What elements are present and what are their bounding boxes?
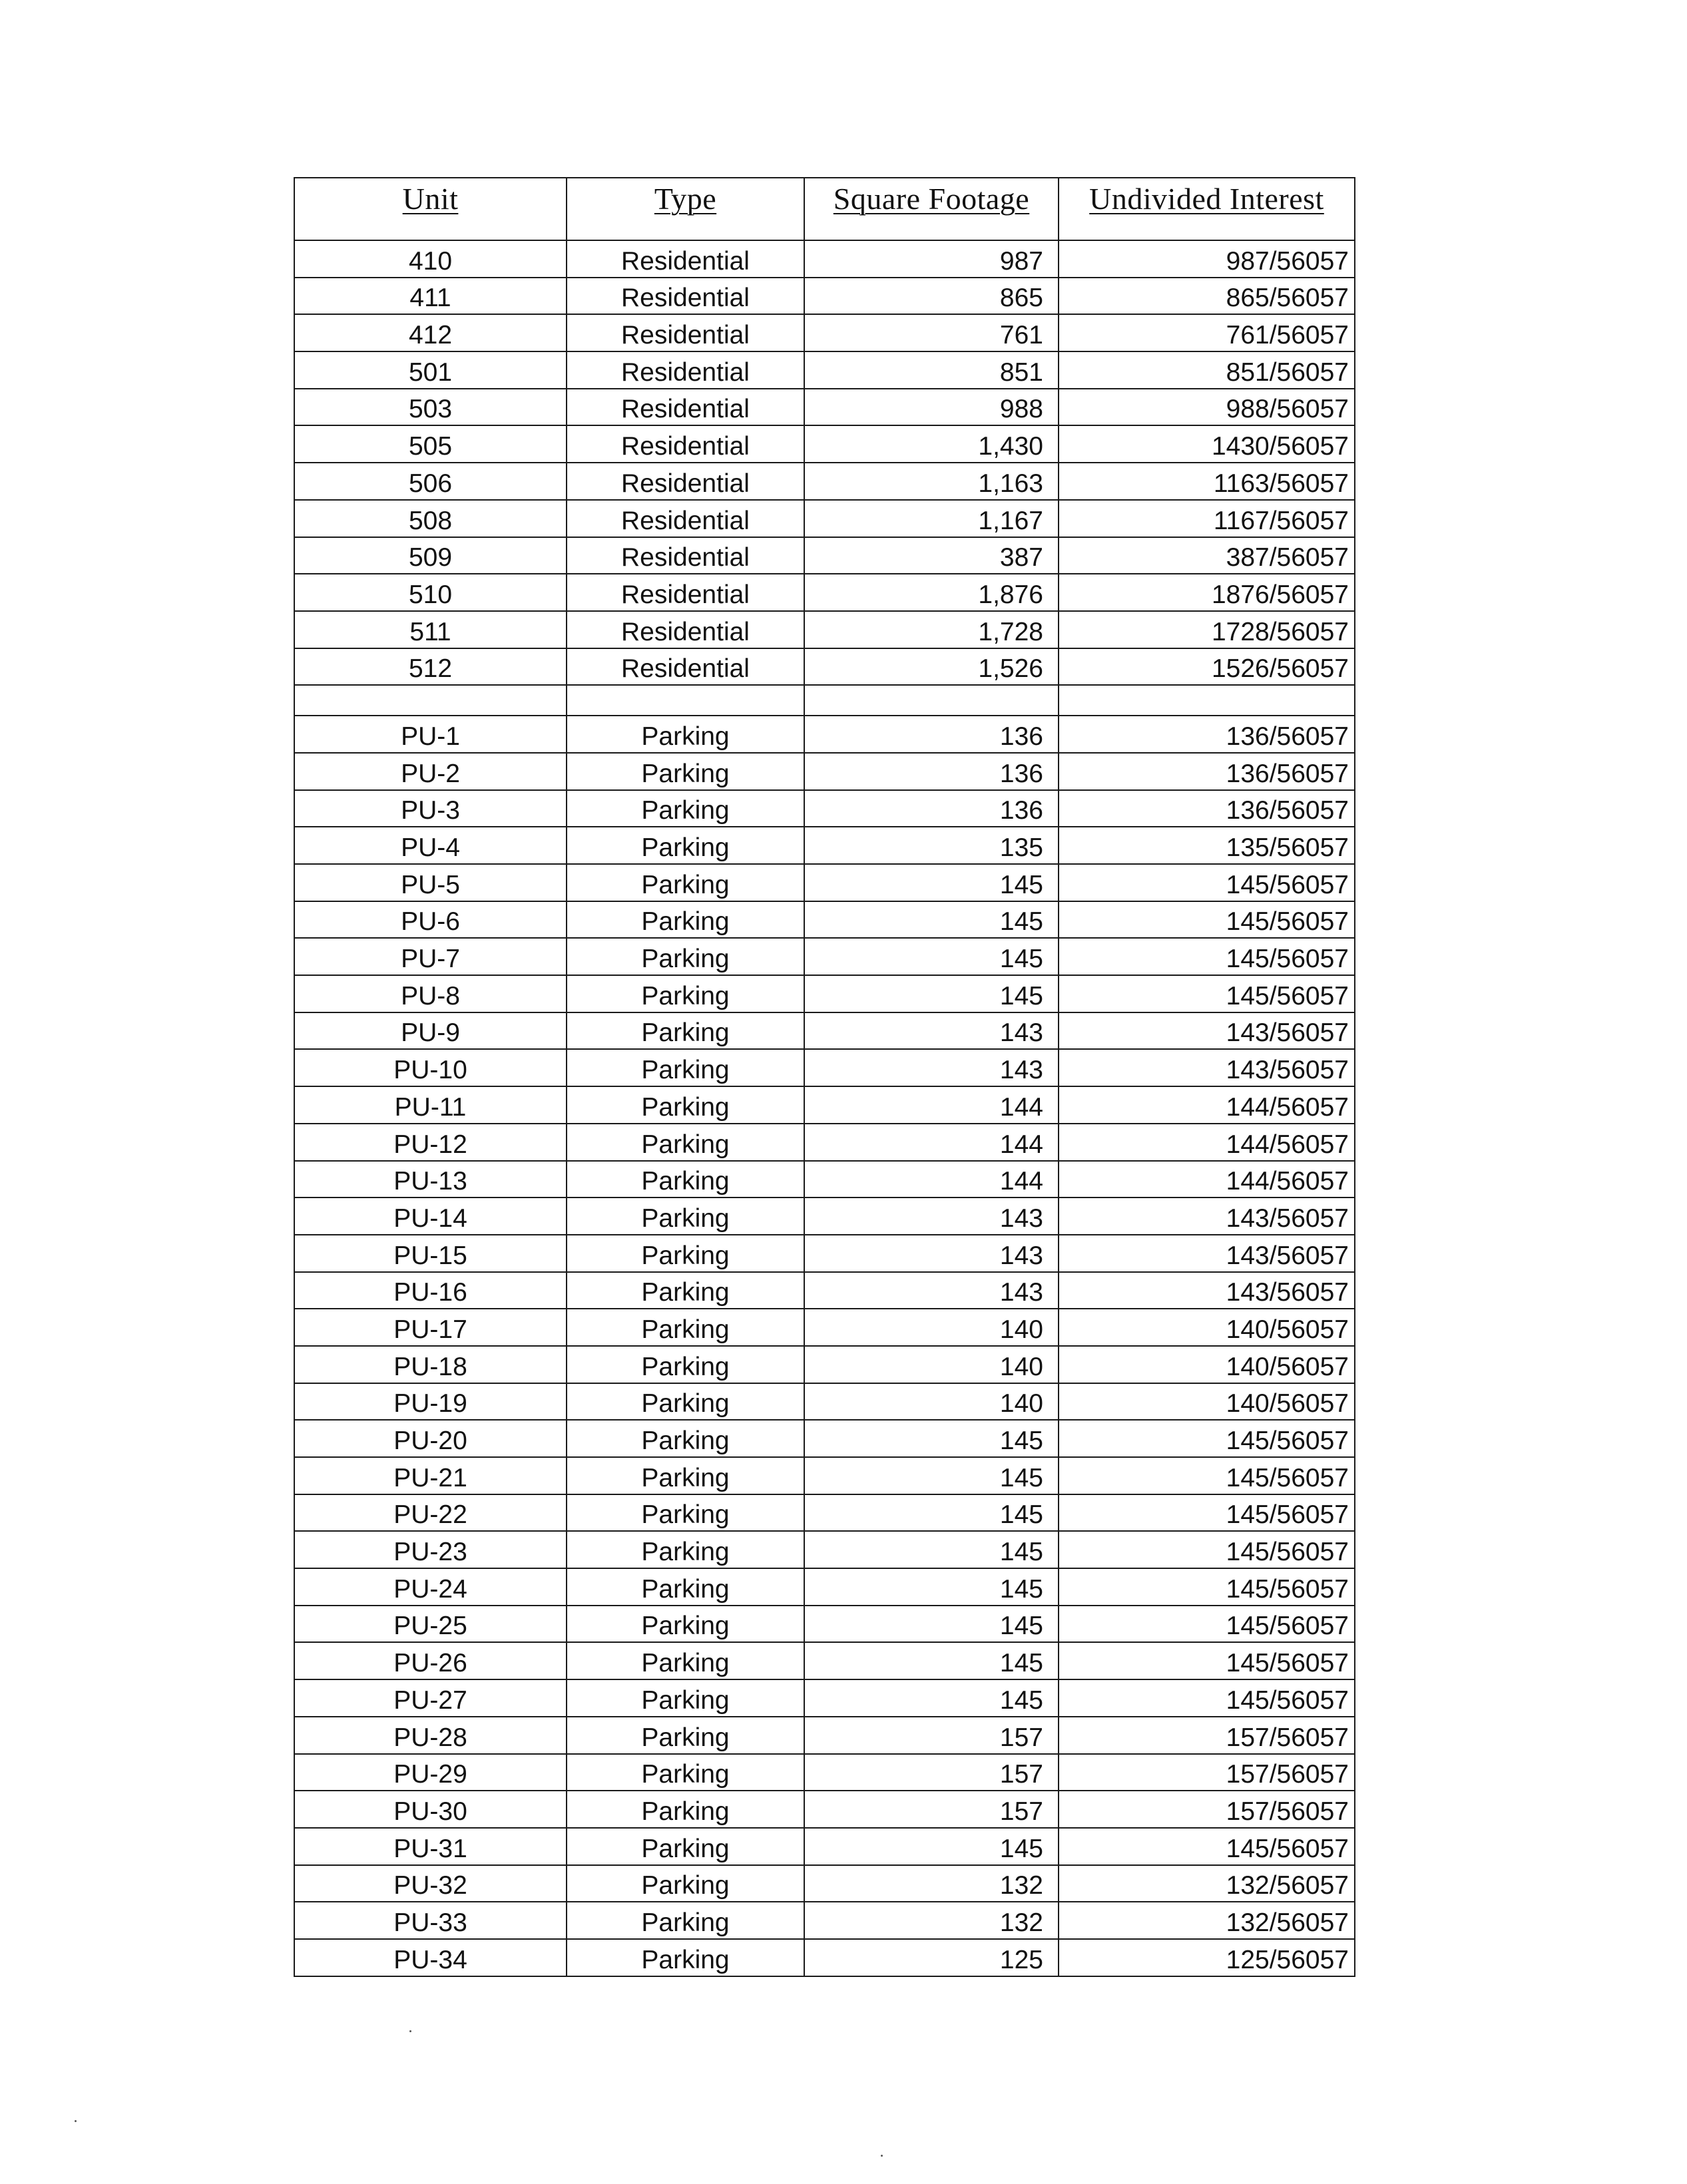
undivided-interest-cell: 145/56057 xyxy=(1059,1420,1355,1457)
table-row xyxy=(294,648,1355,686)
table-row xyxy=(294,1568,1355,1606)
type-cell: Parking xyxy=(567,1494,804,1532)
undivided-interest-cell: 145/56057 xyxy=(1059,1568,1355,1606)
type-cell: Residential xyxy=(567,351,804,389)
type-cell: Parking xyxy=(567,1865,804,1902)
unit-cell: PU-25 xyxy=(294,1606,567,1643)
type-cell: Parking xyxy=(567,1902,804,1939)
type-cell: Parking xyxy=(567,827,804,864)
square-footage-cell: 157 xyxy=(804,1717,1059,1754)
spacer-cell xyxy=(1059,685,1355,716)
type-cell: Residential xyxy=(567,648,804,686)
square-footage-cell: 987 xyxy=(804,240,1059,278)
undivided-interest-cell: 143/56057 xyxy=(1059,1272,1355,1309)
square-footage-cell: 1,163 xyxy=(804,463,1059,500)
type-cell: Parking xyxy=(567,1568,804,1606)
spacer-cell xyxy=(567,685,804,716)
undivided-interest-cell: 1163/56057 xyxy=(1059,463,1355,500)
square-footage-cell: 145 xyxy=(804,1531,1059,1568)
table-row xyxy=(294,1642,1355,1679)
scan-speck xyxy=(409,2030,411,2032)
square-footage-cell: 145 xyxy=(804,1568,1059,1606)
square-footage-cell: 140 xyxy=(804,1346,1059,1383)
table-row xyxy=(294,574,1355,611)
square-footage-cell: 761 xyxy=(804,314,1059,351)
square-footage-cell: 140 xyxy=(804,1309,1059,1346)
square-footage-cell: 144 xyxy=(804,1124,1059,1161)
square-footage-cell: 136 xyxy=(804,790,1059,827)
undivided-interest-cell: 132/56057 xyxy=(1059,1902,1355,1939)
type-cell: Parking xyxy=(567,1235,804,1272)
type-cell: Residential xyxy=(567,389,804,426)
unit-cell: PU-33 xyxy=(294,1902,567,1939)
header-row xyxy=(294,178,1355,240)
unit-cell: 509 xyxy=(294,537,567,574)
parking-rows xyxy=(294,716,1355,1976)
undivided-interest-cell: 132/56057 xyxy=(1059,1865,1355,1902)
type-cell: Parking xyxy=(567,790,804,827)
unit-cell: PU-32 xyxy=(294,1865,567,1902)
type-cell: Residential xyxy=(567,463,804,500)
type-cell: Residential xyxy=(567,574,804,611)
square-footage-cell: 1,728 xyxy=(804,611,1059,648)
unit-cell: PU-10 xyxy=(294,1049,567,1086)
table-row xyxy=(294,1161,1355,1198)
table-row xyxy=(294,1865,1355,1902)
unit-cell: PU-24 xyxy=(294,1568,567,1606)
square-footage-cell: 136 xyxy=(804,753,1059,790)
unit-allocation-table xyxy=(294,177,1355,1977)
square-footage-cell: 144 xyxy=(804,1161,1059,1198)
unit-cell: PU-22 xyxy=(294,1494,567,1532)
table-row xyxy=(294,425,1355,463)
unit-cell: PU-27 xyxy=(294,1679,567,1717)
unit-cell: PU-13 xyxy=(294,1161,567,1198)
square-footage-cell: 143 xyxy=(804,1049,1059,1086)
type-cell: Parking xyxy=(567,1012,804,1050)
type-cell: Parking xyxy=(567,1346,804,1383)
square-footage-cell: 145 xyxy=(804,901,1059,939)
unit-cell: PU-29 xyxy=(294,1754,567,1791)
undivided-interest-cell: 987/56057 xyxy=(1059,240,1355,278)
type-cell: Residential xyxy=(567,278,804,315)
table-row xyxy=(294,537,1355,574)
table-row xyxy=(294,1679,1355,1717)
unit-cell: PU-15 xyxy=(294,1235,567,1272)
square-footage-cell: 145 xyxy=(804,1457,1059,1494)
square-footage-cell: 1,526 xyxy=(804,648,1059,686)
type-cell: Parking xyxy=(567,1679,804,1717)
table-row xyxy=(294,1272,1355,1309)
square-footage-cell: 145 xyxy=(804,975,1059,1012)
undivided-interest-cell: 144/56057 xyxy=(1059,1086,1355,1124)
unit-cell: PU-2 xyxy=(294,753,567,790)
table-row xyxy=(294,1049,1355,1086)
undivided-interest-cell: 144/56057 xyxy=(1059,1124,1355,1161)
table-row xyxy=(294,1346,1355,1383)
undivided-interest-cell: 1167/56057 xyxy=(1059,500,1355,537)
table-row xyxy=(294,240,1355,278)
undivided-interest-cell: 761/56057 xyxy=(1059,314,1355,351)
unit-cell: 503 xyxy=(294,389,567,426)
square-footage-cell: 145 xyxy=(804,1828,1059,1865)
square-footage-cell: 144 xyxy=(804,1086,1059,1124)
undivided-interest-cell: 387/56057 xyxy=(1059,537,1355,574)
square-footage-cell: 140 xyxy=(804,1383,1059,1420)
square-footage-cell: 387 xyxy=(804,537,1059,574)
unit-cell: 512 xyxy=(294,648,567,686)
table-row xyxy=(294,500,1355,537)
section-spacer xyxy=(294,685,1355,716)
scan-speck xyxy=(75,2120,77,2122)
table-row xyxy=(294,716,1355,753)
unit-cell: PU-30 xyxy=(294,1791,567,1828)
undivided-interest-cell: 140/56057 xyxy=(1059,1309,1355,1346)
undivided-interest-cell: 157/56057 xyxy=(1059,1754,1355,1791)
undivided-interest-cell: 136/56057 xyxy=(1059,753,1355,790)
type-cell: Parking xyxy=(567,1124,804,1161)
unit-cell: PU-4 xyxy=(294,827,567,864)
header-type: Type xyxy=(567,178,804,240)
table-row xyxy=(294,864,1355,901)
unit-cell: 410 xyxy=(294,240,567,278)
unit-cell: PU-11 xyxy=(294,1086,567,1124)
spacer-cell xyxy=(804,685,1059,716)
unit-cell: PU-31 xyxy=(294,1828,567,1865)
type-cell: Parking xyxy=(567,1383,804,1420)
square-footage-cell: 157 xyxy=(804,1754,1059,1791)
undivided-interest-cell: 145/56057 xyxy=(1059,1494,1355,1532)
table-row xyxy=(294,901,1355,939)
undivided-interest-cell: 125/56057 xyxy=(1059,1939,1355,1976)
square-footage-cell: 145 xyxy=(804,1494,1059,1532)
table-row xyxy=(294,1457,1355,1494)
undivided-interest-cell: 988/56057 xyxy=(1059,389,1355,426)
undivided-interest-cell: 1526/56057 xyxy=(1059,648,1355,686)
type-cell: Parking xyxy=(567,975,804,1012)
header-undivided-interest: Undivided Interest xyxy=(1059,178,1355,240)
square-footage-cell: 135 xyxy=(804,827,1059,864)
undivided-interest-cell: 157/56057 xyxy=(1059,1717,1355,1754)
undivided-interest-cell: 140/56057 xyxy=(1059,1346,1355,1383)
unit-cell: PU-12 xyxy=(294,1124,567,1161)
undivided-interest-cell: 143/56057 xyxy=(1059,1049,1355,1086)
square-footage-cell: 143 xyxy=(804,1012,1059,1050)
unit-cell: 505 xyxy=(294,425,567,463)
undivided-interest-cell: 1430/56057 xyxy=(1059,425,1355,463)
square-footage-cell: 132 xyxy=(804,1902,1059,1939)
undivided-interest-cell: 865/56057 xyxy=(1059,278,1355,315)
table-row xyxy=(294,278,1355,315)
unit-cell: PU-19 xyxy=(294,1383,567,1420)
unit-cell: 412 xyxy=(294,314,567,351)
unit-cell: PU-23 xyxy=(294,1531,567,1568)
undivided-interest-cell: 143/56057 xyxy=(1059,1198,1355,1235)
table-row xyxy=(294,1383,1355,1420)
type-cell: Parking xyxy=(567,1606,804,1643)
square-footage-cell: 157 xyxy=(804,1791,1059,1828)
type-cell: Residential xyxy=(567,500,804,537)
undivided-interest-cell: 145/56057 xyxy=(1059,1531,1355,1568)
table-row xyxy=(294,1902,1355,1939)
undivided-interest-cell: 1728/56057 xyxy=(1059,611,1355,648)
table-row xyxy=(294,753,1355,790)
table-row xyxy=(294,1235,1355,1272)
undivided-interest-cell: 145/56057 xyxy=(1059,1679,1355,1717)
undivided-interest-cell: 143/56057 xyxy=(1059,1012,1355,1050)
table-row xyxy=(294,1494,1355,1532)
table-row xyxy=(294,1791,1355,1828)
square-footage-cell: 1,876 xyxy=(804,574,1059,611)
unit-cell: PU-18 xyxy=(294,1346,567,1383)
type-cell: Parking xyxy=(567,1272,804,1309)
unit-cell: PU-17 xyxy=(294,1309,567,1346)
table-row xyxy=(294,1717,1355,1754)
type-cell: Parking xyxy=(567,1457,804,1494)
table-row xyxy=(294,1606,1355,1643)
type-cell: Residential xyxy=(567,537,804,574)
square-footage-cell: 143 xyxy=(804,1198,1059,1235)
square-footage-cell: 145 xyxy=(804,1679,1059,1717)
unit-cell: 411 xyxy=(294,278,567,315)
type-cell: Parking xyxy=(567,753,804,790)
table-row xyxy=(294,1754,1355,1791)
unit-cell: 510 xyxy=(294,574,567,611)
type-cell: Parking xyxy=(567,716,804,753)
undivided-interest-cell: 135/56057 xyxy=(1059,827,1355,864)
undivided-interest-cell: 157/56057 xyxy=(1059,1791,1355,1828)
table-row xyxy=(294,351,1355,389)
square-footage-cell: 145 xyxy=(804,1642,1059,1679)
scan-speck xyxy=(881,2155,883,2157)
square-footage-cell: 1,167 xyxy=(804,500,1059,537)
square-footage-cell: 865 xyxy=(804,278,1059,315)
table-row xyxy=(294,1124,1355,1161)
square-footage-cell: 145 xyxy=(804,864,1059,901)
type-cell: Parking xyxy=(567,901,804,939)
type-cell: Parking xyxy=(567,1198,804,1235)
table-row xyxy=(294,1086,1355,1124)
table-row xyxy=(294,1198,1355,1235)
square-footage-cell: 143 xyxy=(804,1272,1059,1309)
square-footage-cell: 988 xyxy=(804,389,1059,426)
spacer-cell xyxy=(294,685,567,716)
undivided-interest-cell: 851/56057 xyxy=(1059,351,1355,389)
unit-cell: 506 xyxy=(294,463,567,500)
type-cell: Residential xyxy=(567,314,804,351)
square-footage-cell: 143 xyxy=(804,1235,1059,1272)
table-row xyxy=(294,1420,1355,1457)
unit-cell: PU-6 xyxy=(294,901,567,939)
type-cell: Parking xyxy=(567,1828,804,1865)
undivided-interest-cell: 145/56057 xyxy=(1059,1606,1355,1643)
square-footage-cell: 136 xyxy=(804,716,1059,753)
unit-cell: 511 xyxy=(294,611,567,648)
table-row xyxy=(294,314,1355,351)
table-row xyxy=(294,389,1355,426)
type-cell: Parking xyxy=(567,938,804,975)
unit-cell: PU-16 xyxy=(294,1272,567,1309)
square-footage-cell: 145 xyxy=(804,1420,1059,1457)
square-footage-cell: 145 xyxy=(804,1606,1059,1643)
table-row xyxy=(294,790,1355,827)
unit-cell: PU-21 xyxy=(294,1457,567,1494)
table-row xyxy=(294,1939,1355,1976)
type-cell: Parking xyxy=(567,1791,804,1828)
unit-cell: PU-9 xyxy=(294,1012,567,1050)
table-header xyxy=(294,178,1355,240)
undivided-interest-cell: 145/56057 xyxy=(1059,938,1355,975)
square-footage-cell: 125 xyxy=(804,1939,1059,1976)
type-cell: Residential xyxy=(567,611,804,648)
undivided-interest-cell: 144/56057 xyxy=(1059,1161,1355,1198)
table-row xyxy=(294,1309,1355,1346)
type-cell: Parking xyxy=(567,1717,804,1754)
type-cell: Parking xyxy=(567,1531,804,1568)
type-cell: Parking xyxy=(567,1161,804,1198)
unit-cell: PU-1 xyxy=(294,716,567,753)
undivided-interest-cell: 1876/56057 xyxy=(1059,574,1355,611)
unit-cell: PU-5 xyxy=(294,864,567,901)
type-cell: Parking xyxy=(567,1049,804,1086)
undivided-interest-cell: 145/56057 xyxy=(1059,864,1355,901)
type-cell: Parking xyxy=(567,1420,804,1457)
unit-cell: PU-3 xyxy=(294,790,567,827)
table-row xyxy=(294,1828,1355,1865)
type-cell: Parking xyxy=(567,1086,804,1124)
type-cell: Parking xyxy=(567,864,804,901)
type-cell: Residential xyxy=(567,425,804,463)
type-cell: Parking xyxy=(567,1309,804,1346)
unit-cell: PU-28 xyxy=(294,1717,567,1754)
undivided-interest-cell: 136/56057 xyxy=(1059,790,1355,827)
table-row xyxy=(294,1531,1355,1568)
table-row xyxy=(294,463,1355,500)
undivided-interest-cell: 145/56057 xyxy=(1059,975,1355,1012)
unit-cell: 508 xyxy=(294,500,567,537)
unit-cell: 501 xyxy=(294,351,567,389)
unit-cell: PU-8 xyxy=(294,975,567,1012)
undivided-interest-cell: 145/56057 xyxy=(1059,1642,1355,1679)
unit-cell: PU-34 xyxy=(294,1939,567,1976)
undivided-interest-cell: 145/56057 xyxy=(1059,901,1355,939)
table-row xyxy=(294,938,1355,975)
undivided-interest-cell: 140/56057 xyxy=(1059,1383,1355,1420)
square-footage-cell: 132 xyxy=(804,1865,1059,1902)
square-footage-cell: 851 xyxy=(804,351,1059,389)
type-cell: Parking xyxy=(567,1939,804,1976)
undivided-interest-cell: 143/56057 xyxy=(1059,1235,1355,1272)
spacer-row xyxy=(294,685,1355,716)
undivided-interest-cell: 145/56057 xyxy=(1059,1457,1355,1494)
type-cell: Parking xyxy=(567,1642,804,1679)
type-cell: Parking xyxy=(567,1754,804,1791)
undivided-interest-cell: 136/56057 xyxy=(1059,716,1355,753)
residential-rows xyxy=(294,240,1355,685)
undivided-interest-cell: 145/56057 xyxy=(1059,1828,1355,1865)
square-footage-cell: 1,430 xyxy=(804,425,1059,463)
table-row xyxy=(294,827,1355,864)
table-row xyxy=(294,611,1355,648)
header-unit: Unit xyxy=(294,178,567,240)
table-row xyxy=(294,975,1355,1012)
square-footage-cell: 145 xyxy=(804,938,1059,975)
unit-cell: PU-14 xyxy=(294,1198,567,1235)
header-square-footage: Square Footage xyxy=(804,178,1059,240)
table-row xyxy=(294,1012,1355,1050)
unit-cell: PU-20 xyxy=(294,1420,567,1457)
unit-cell: PU-7 xyxy=(294,938,567,975)
unit-cell: PU-26 xyxy=(294,1642,567,1679)
type-cell: Residential xyxy=(567,240,804,278)
